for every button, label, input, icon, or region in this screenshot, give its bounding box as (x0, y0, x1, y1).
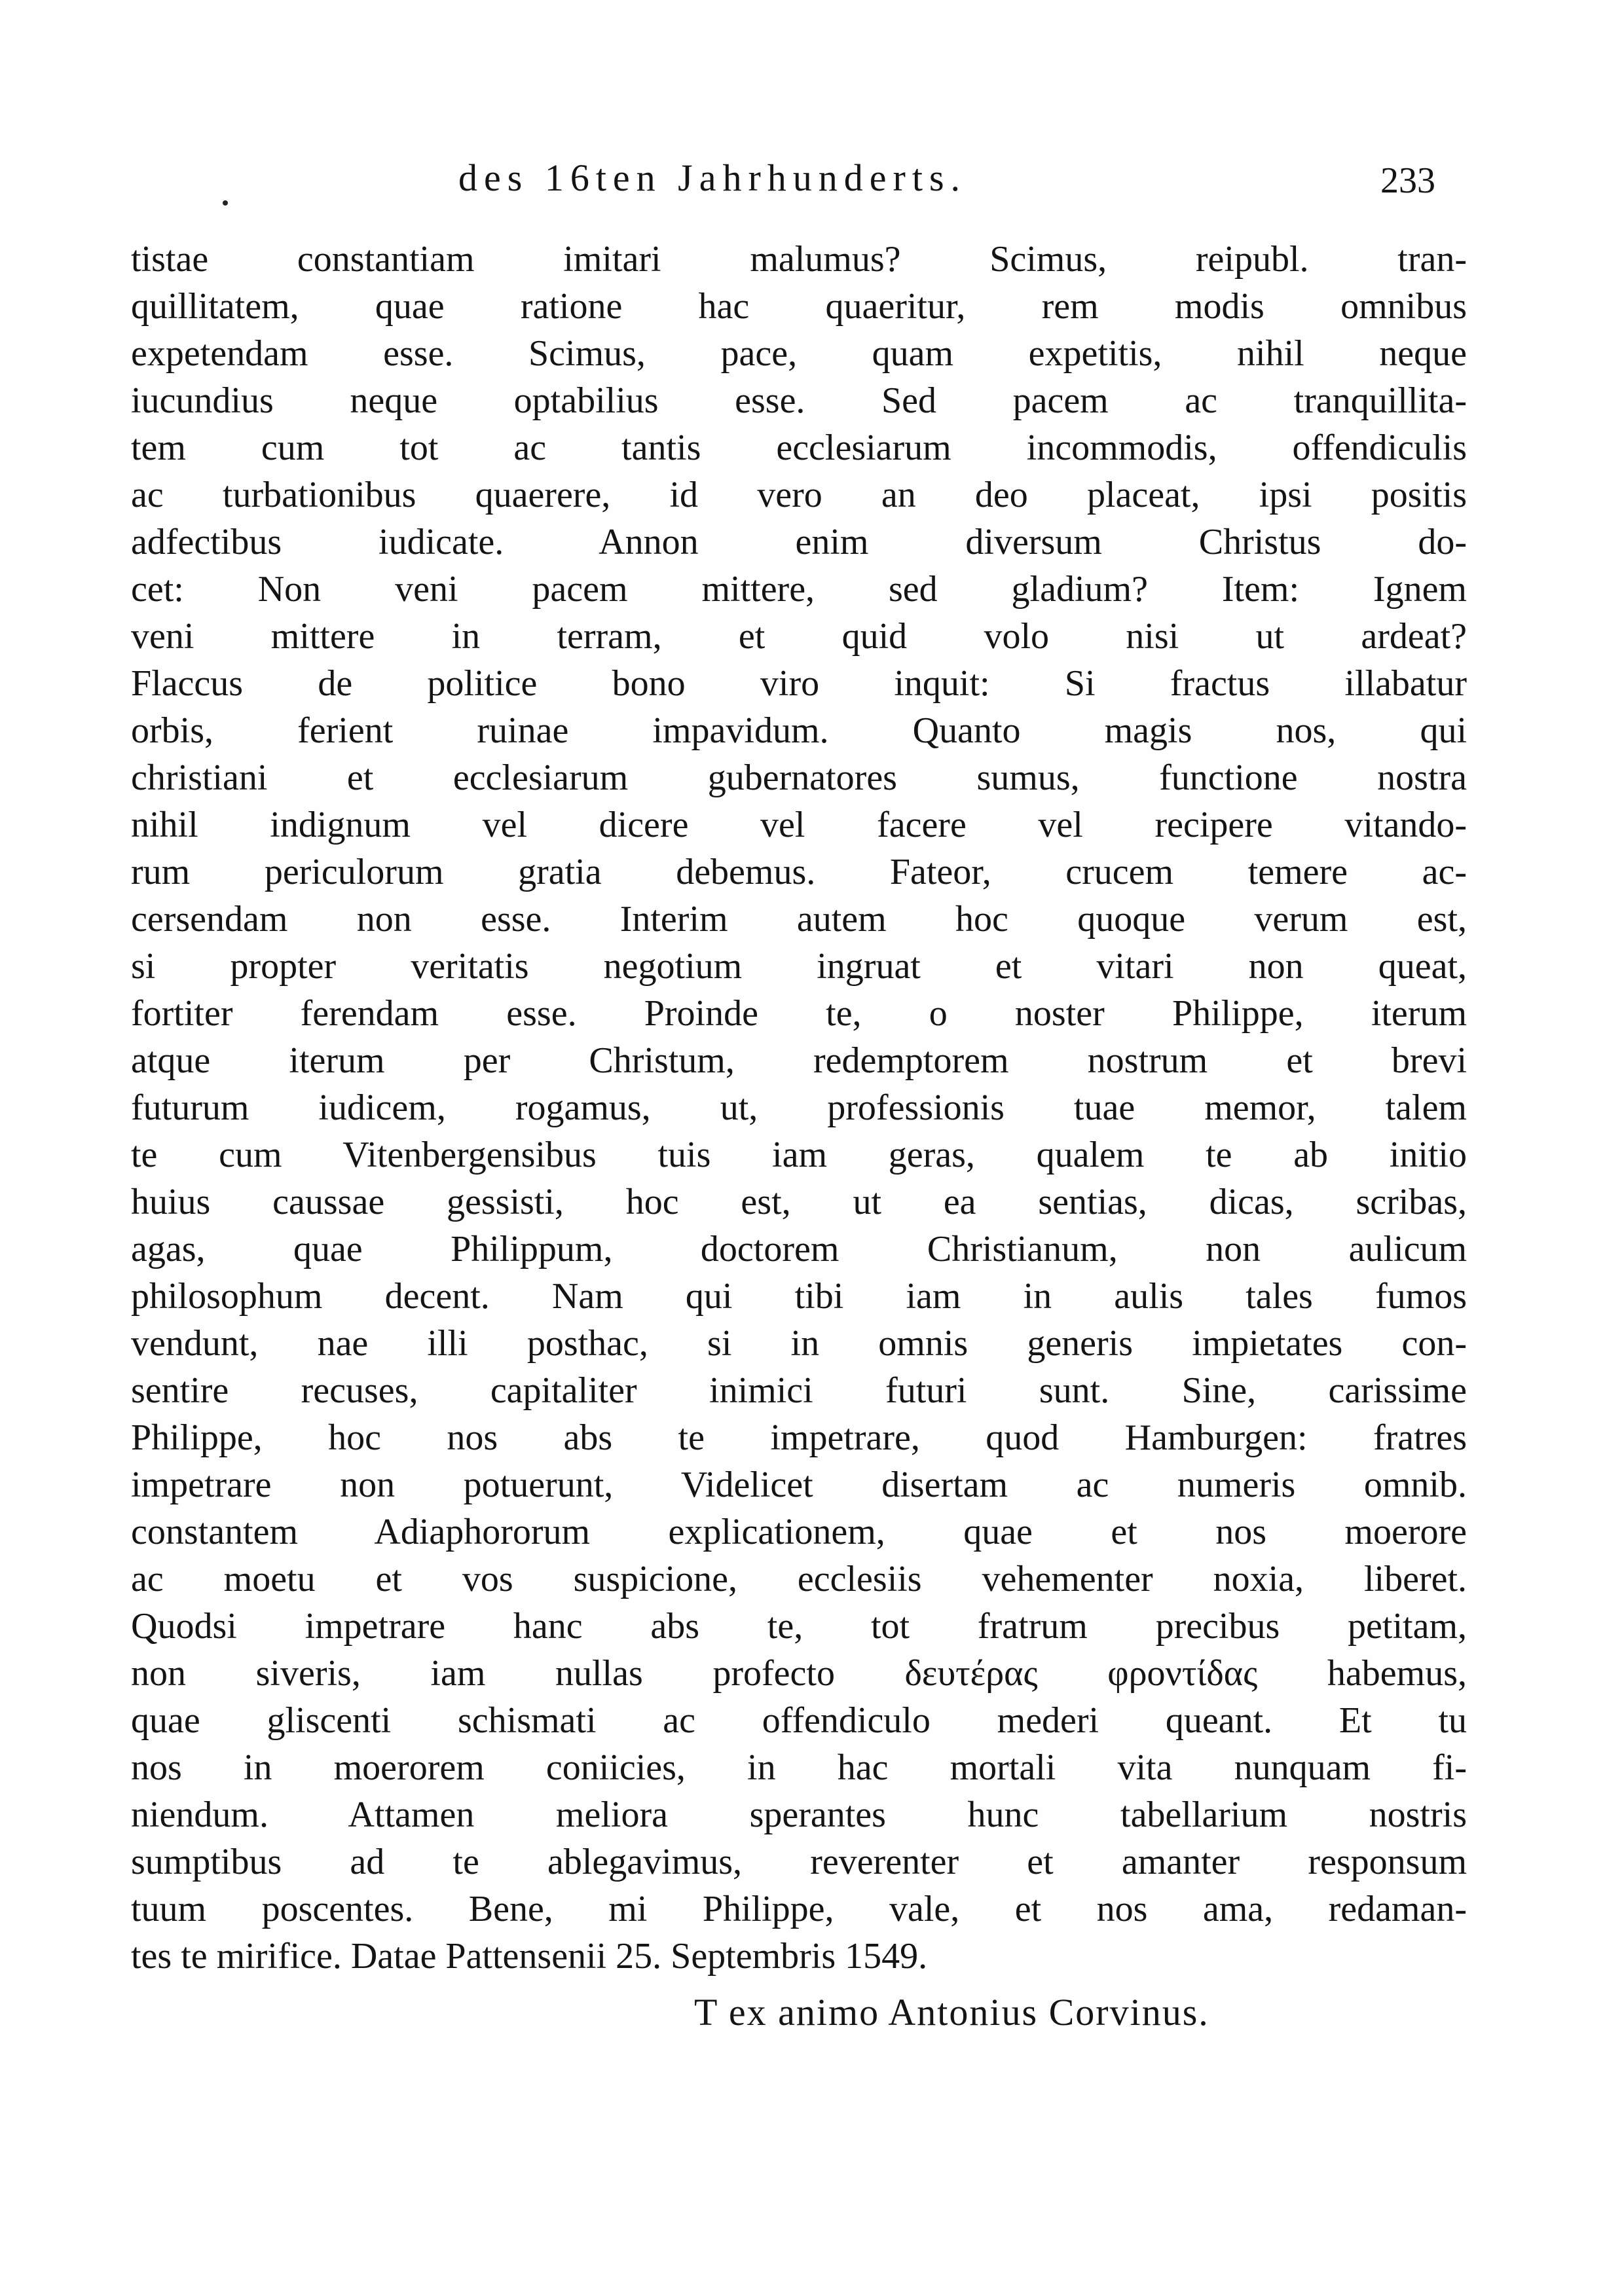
signature-line: T ex animo Antonius Corvinus. (694, 1991, 1209, 2033)
text-line: vendunt, nae illi posthac, si in omnis generis impietates con- (131, 1323, 1467, 1364)
text-line: tes te mirifice. Datae Pattensenii 25. Septembris 1549. (131, 1936, 928, 1977)
page-number: 233 (1380, 160, 1435, 201)
text-line: huius caussae gessisti, hoc est, ut ea sentias, dicas, scribas, (131, 1182, 1467, 1222)
text-line: Quodsi impetrare hanc abs te, tot fratrum precibus petitam, (131, 1606, 1467, 1647)
text-line: tistae constantiam imitari malumus? Scimus, reipubl. tran- (131, 239, 1467, 280)
text-line: Philippe, hoc nos abs te impetrare, quod Hamburgen: fratres (131, 1417, 1467, 1458)
text-line: tem cum tot ac tantis ecclesiarum incommodis, offendiculis (131, 428, 1467, 468)
text-line: orbis, ferient ruinae impavidum. Quanto magis nos, qui (131, 710, 1467, 751)
text-line: cet: Non veni pacem mittere, sed gladium? Item: Ignem (131, 569, 1467, 610)
text-line: veni mittere in terram, et quid volo nisi ut ardeat? (131, 616, 1467, 657)
text-line: sumptibus ad te ablegavimus, reverenter et amanter responsum (131, 1842, 1467, 1882)
text-line: cersendam non esse. Interim autem hoc quoque verum est, (131, 899, 1467, 939)
text-line: non siveris, iam nullas profecto δευτέρας φροντίδας habemus, (131, 1653, 1467, 1694)
text-line: constantem Adiaphororum explicationem, quae et nos moerore (131, 1512, 1467, 1552)
text-line: agas, quae Philippum, doctorem Christianum, non aulicum (131, 1229, 1467, 1269)
text-line: nihil indignum vel dicere vel facere vel recipere vitando- (131, 805, 1467, 845)
text-line: iucundius neque optabilius esse. Sed pacem ac tranquillita- (131, 380, 1467, 421)
text-line: quae gliscenti schismati ac offendiculo mederi queant. Et tu (131, 1700, 1467, 1741)
text-line: tuum poscentes. Bene, mi Philippe, vale, et nos ama, redaman- (131, 1889, 1467, 1929)
letter-body (131, 236, 1467, 1980)
text-line: impetrare non potuerunt, Videlicet disertam ac numeris omnib. (131, 1465, 1467, 1505)
text-line: ac moetu et vos suspicione, ecclesiis vehementer noxia, liberet. (131, 1559, 1467, 1599)
text-line: sentire recuses, capitaliter inimici futuri sunt. Sine, carissime (131, 1370, 1467, 1411)
text-line: expetendam esse. Scimus, pace, quam expetitis, nihil neque (131, 333, 1467, 374)
text-line: philosophum decent. Nam qui tibi iam in aulis tales fumos (131, 1276, 1467, 1317)
print-speck (223, 200, 228, 206)
text-line: adfectibus iudicate. Annon enim diversum Christus do- (131, 522, 1467, 562)
text-line: atque iterum per Christum, redemptorem nostrum et brevi (131, 1040, 1467, 1081)
text-line: niendum. Attamen meliora sperantes hunc tabellarium nostris (131, 1795, 1467, 1835)
text-line: quillitatem, quae ratione hac quaeritur, rem modis omnibus (131, 286, 1467, 327)
text-line: christiani et ecclesiarum gubernatores sumus, functione nostra (131, 757, 1467, 798)
text-line: ac turbationibus quaerere, id vero an deo placeat, ipsi positis (131, 475, 1467, 515)
running-head-title: des 16ten Jahrhunderts. (458, 156, 967, 199)
text-line: fortiter ferendam esse. Proinde te, o noster Philippe, iterum (131, 993, 1467, 1034)
text-line: nos in moerorem coniicies, in hac mortali vita nunquam fi- (131, 1747, 1467, 1788)
text-line: si propter veritatis negotium ingruat et vitari non queat, (131, 946, 1467, 987)
text-line: te cum Vitenbergensibus tuis iam geras, qualem te ab initio (131, 1135, 1467, 1175)
text-line: futurum iudicem, rogamus, ut, professionis tuae memor, talem (131, 1087, 1467, 1128)
text-line: Flaccus de politice bono viro inquit: Si fractus illabatur (131, 663, 1467, 704)
text-line: rum periculorum gratia debemus. Fateor, crucem temere ac- (131, 852, 1467, 892)
